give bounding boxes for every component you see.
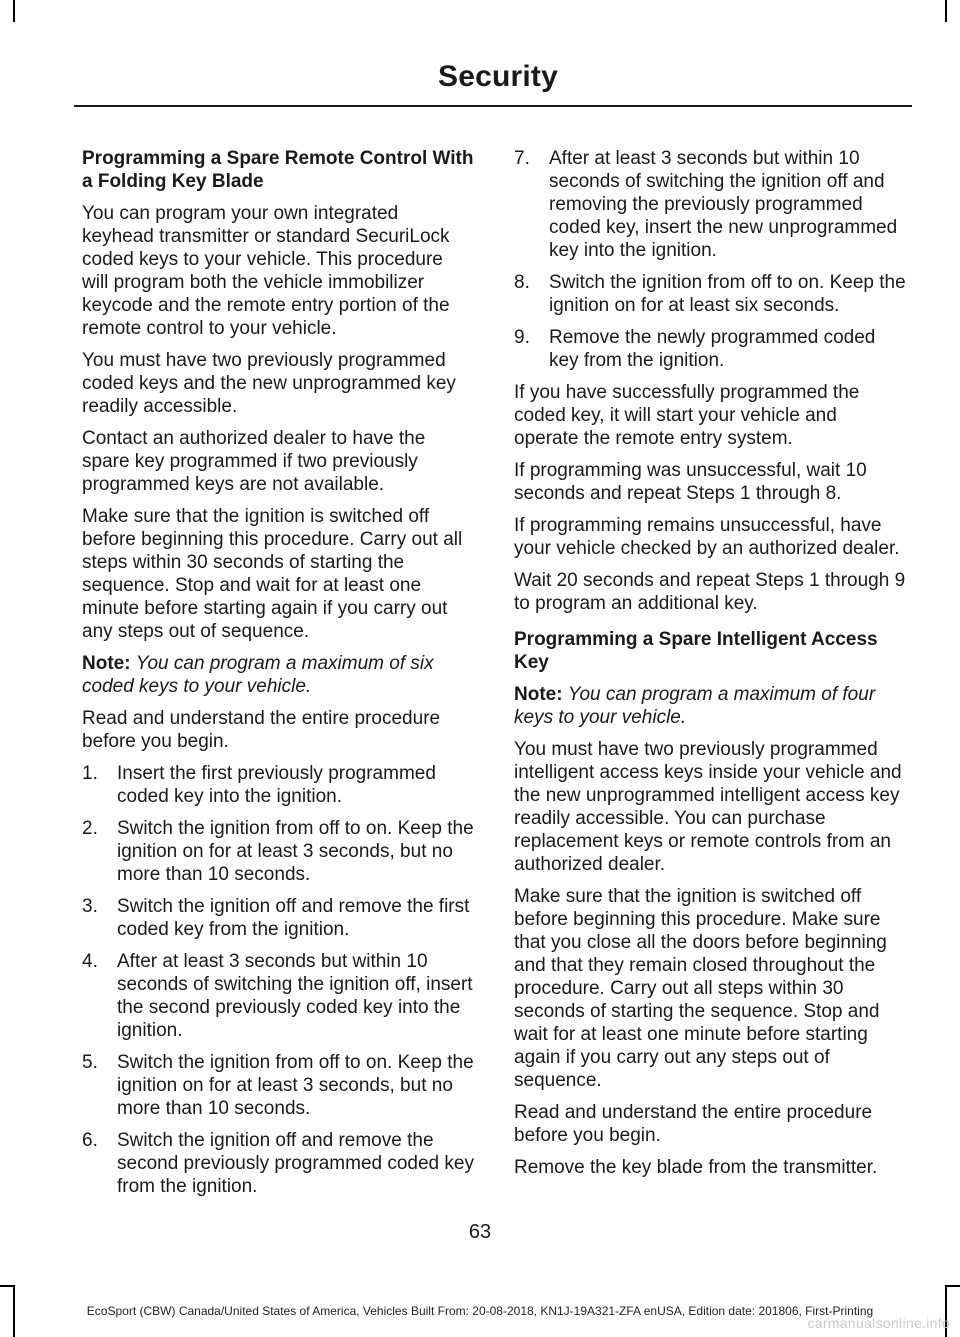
section-title: Security (438, 60, 558, 93)
list-item (514, 326, 906, 372)
list-item (82, 950, 474, 1042)
step-text: Switch the ignition from off to on. Keep the ignition on for at least six seconds. (549, 272, 906, 316)
step-number: 9. (514, 327, 530, 348)
paragraph: If you have successfully programmed the coded key, it will start your vehicle and operate the remote entry system. (514, 382, 860, 449)
paragraph: Read and understand the entire procedure before you begin. (82, 708, 441, 752)
note-label: Note: (82, 653, 131, 674)
step-number: 8. (514, 272, 530, 293)
paragraph: If programming remains unsuccessful, have your vehicle checked by an authorized dealer. (514, 515, 900, 559)
paragraph: Contact an authorized dealer to have the spare key programmed if two previously programmed keys are not available. (82, 428, 426, 495)
step-text: Switch the ignition off and remove the second previously programmed coded key from the ignition. (117, 1130, 474, 1197)
step-number: 3. (82, 896, 98, 917)
step-number: 2. (82, 818, 98, 839)
paragraph: You must have two previously programmed coded keys and the new unprogrammed key readily accessible. (82, 350, 456, 417)
watermark: carmanualsonline.info (807, 1315, 950, 1331)
paragraph: Remove the key blade from the transmitter. (514, 1157, 878, 1178)
note-text: You can program a maximum of four keys to your vehicle. (514, 684, 876, 728)
crop-mark-bottom-right-h (945, 1285, 960, 1287)
list-item (514, 147, 906, 262)
step-number: 1. (82, 763, 98, 784)
note (514, 683, 906, 729)
step-text: Remove the newly programmed coded key from the ignition. (549, 327, 876, 371)
step-number: 7. (514, 148, 530, 169)
footer-text: EcoSport (CBW) Canada/United States of America, Vehicles Built From: 20-08-2018, KN1J-19A321-ZFA enUSA, Edition date: 201806, First-Printing (86, 1304, 874, 1318)
intelligent-access-heading: Programming a Spare Intelligent Access Key (514, 629, 878, 673)
step-number: 6. (82, 1130, 98, 1151)
list-item (514, 271, 906, 317)
list-item (82, 895, 474, 941)
note-text: You can program a maximum of six coded keys to your vehicle. (82, 653, 434, 697)
left-column (82, 147, 474, 1207)
paragraph: You must have two previously programmed intelligent access keys inside your vehicle and the new unprogrammed intelligent access key readily accessible. You can purchase replacement keys or remote controls from an authorized dealer. (514, 739, 902, 875)
step-text: Insert the first previously programmed coded key into the ignition. (117, 763, 436, 807)
step-text: Switch the ignition from off to on. Keep the ignition on for at least 3 seconds, but no more than 10 seconds. (117, 1052, 474, 1119)
spare-remote-heading: Programming a Spare Remote Control With a Folding Key Blade (82, 148, 474, 192)
paragraph: You can program your own integrated keyhead transmitter or standard SecuriLock coded keys to your vehicle. This procedure will program both the vehicle immobilizer keycode and the remote entry portion of the remote control to your vehicle. (82, 203, 450, 339)
step-text: Switch the ignition off and remove the first coded key from the ignition. (117, 896, 470, 940)
step-number: 5. (82, 1052, 98, 1073)
crop-mark-top-left (13, 0, 15, 22)
steps-list (514, 147, 906, 372)
crop-mark-bottom-left-h (0, 1285, 15, 1287)
list-item (82, 1051, 474, 1120)
steps-list (82, 762, 474, 1198)
paragraph: Make sure that the ignition is switched off before beginning this procedure. Make sure that you close all the doors before beginning and that they remain closed throughout the procedure. Carry out all steps within 30 seconds of starting the sequence. Stop and wait for at least one minute before starting again if you carry out any steps out of sequence. (514, 886, 887, 1091)
list-item (82, 1129, 474, 1198)
paragraph: Make sure that the ignition is switched off before beginning this procedure. Carry out all steps within 30 seconds of starting the sequence. Stop and wait for at least one minute before starting again if you carry out any steps out of sequence. (82, 506, 463, 642)
step-number: 4. (82, 951, 98, 972)
note-label: Note: (514, 684, 563, 705)
paragraph: Read and understand the entire procedure before you begin. (514, 1102, 873, 1146)
header-rule (74, 105, 912, 107)
list-item (82, 817, 474, 886)
list-item (82, 762, 474, 808)
step-text: After at least 3 seconds but within 10 seconds of switching the ignition off and removing the previously programmed coded key, insert the new unprogrammed key into the ignition. (549, 148, 898, 261)
crop-mark-top-right (945, 0, 947, 22)
page-number: 63 (468, 1221, 492, 1243)
step-text: Switch the ignition from off to on. Keep the ignition on for at least 3 seconds, but no more than 10 seconds. (117, 818, 474, 885)
right-column (514, 147, 906, 1188)
paragraph: Wait 20 seconds and repeat Steps 1 through 9 to program an additional key. (514, 570, 906, 614)
note (82, 652, 474, 698)
paragraph: If programming was unsuccessful, wait 10 seconds and repeat Steps 1 through 8. (514, 460, 867, 504)
step-text: After at least 3 seconds but within 10 seconds of switching the ignition off, insert the second previously coded key into the ignition. (117, 951, 473, 1041)
